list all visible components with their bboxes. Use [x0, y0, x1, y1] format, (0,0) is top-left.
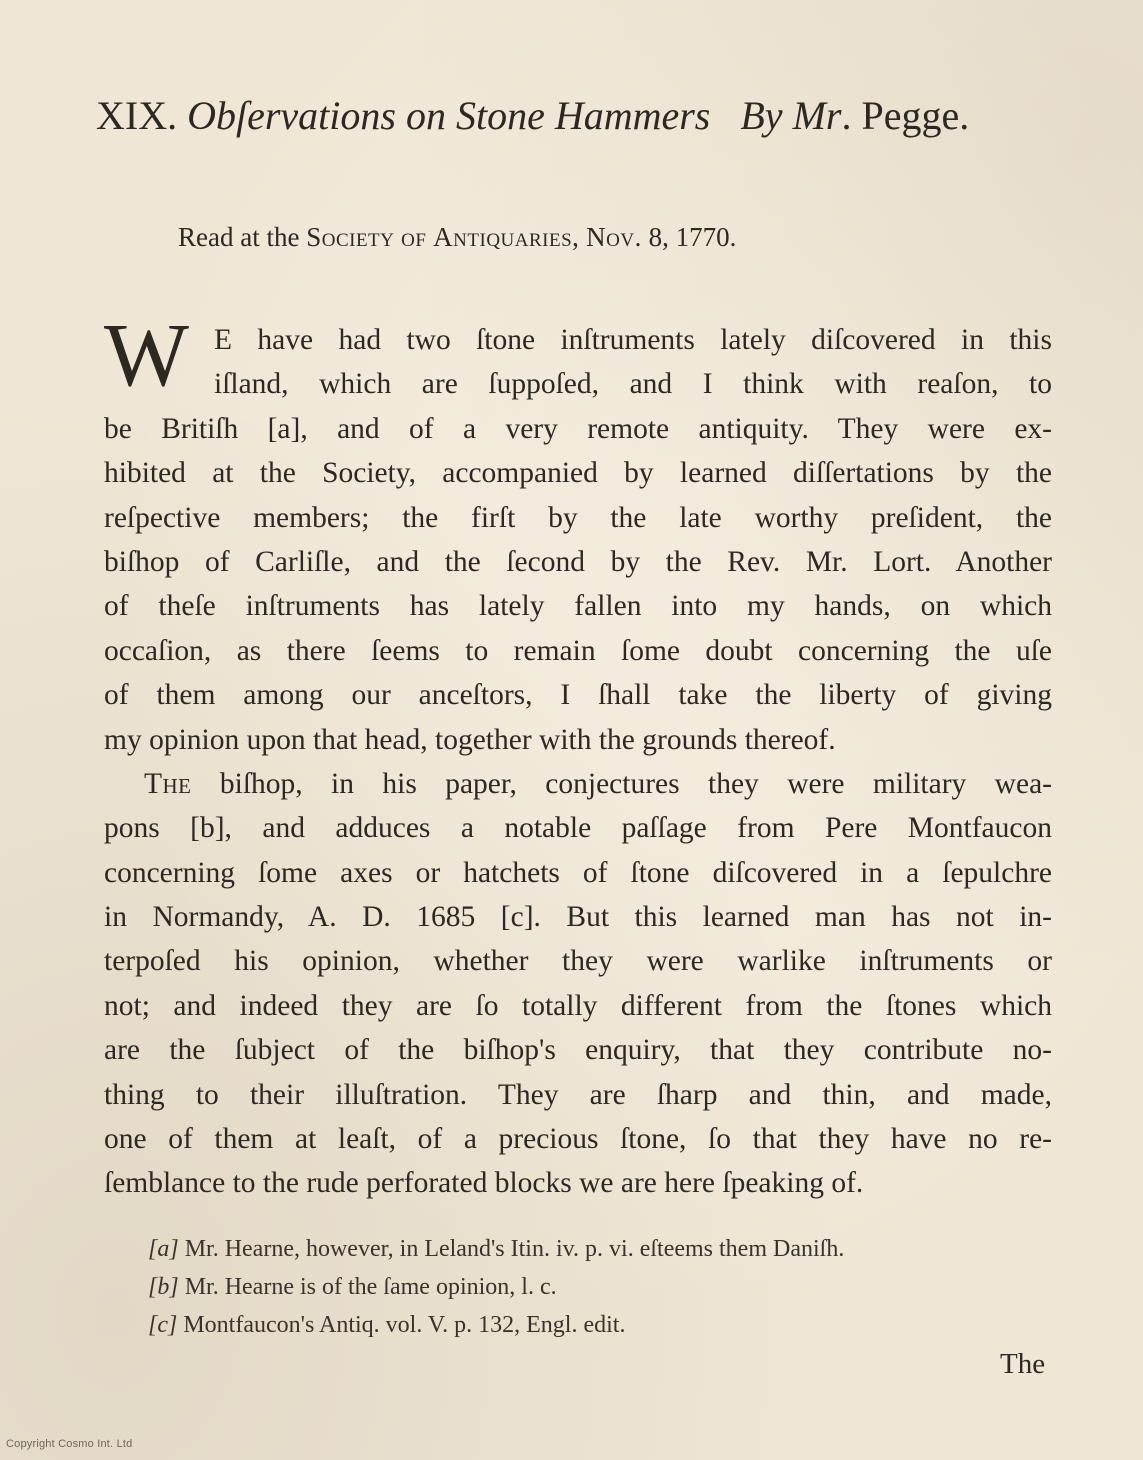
text-line: of them among our anceſtors, I ſhall take the liberty of giving: [104, 679, 1052, 712]
text-line: are the ſubject of the biſhop's enquiry, that they contribute no-: [104, 1034, 1052, 1067]
footnote-mark: [c]: [148, 1312, 178, 1338]
footnote-mark: [a]: [148, 1236, 179, 1262]
copyright-notice: Copyright Cosmo Int. Ltd: [6, 1438, 133, 1450]
subtitle-prefix: Read at the: [178, 222, 300, 252]
title-italic: Obſervations on Stone Hammers: [187, 93, 711, 138]
page-title: [96, 92, 1056, 140]
text-line: ſemblance to the rude perforated blocks we are here ſpeaking of.: [104, 1167, 864, 1200]
text-line: pons [b], and adduces a notable paſſage from Pere Montfaucon: [104, 812, 1052, 845]
footnote-mark: [b]: [148, 1274, 179, 1300]
text-line: not; and indeed they are ſo totally different from the ſtones which: [104, 989, 1052, 1022]
text-line: one of them at leaſt, of a precious ſtone, ſo that they have no re-: [104, 1123, 1052, 1156]
subtitle-date: 8, 1770.: [648, 222, 737, 252]
text-line: be Britiſh [a], and of a very remote antiquity. They were ex-: [104, 412, 1052, 445]
text-line: concerning ſome axes or hatchets of ſtone diſcovered in a ſepulchre: [104, 856, 1052, 889]
read-date-line: [178, 220, 998, 254]
footnote-c: [148, 1306, 1048, 1344]
text-line: my opinion upon that head, together with the grounds thereof.: [104, 723, 836, 756]
text-line: of theſe inſtruments has lately fallen into my hands, on which: [104, 590, 1052, 623]
text-line: terpoſed his opinion, whether they were warlike inſtruments or: [104, 945, 1052, 978]
title-number: XIX.: [96, 93, 178, 138]
footnote-b: [148, 1268, 1048, 1306]
text-line: occaſion, as there ſeems to remain ſome doubt concerning the uſe: [104, 634, 1052, 667]
subtitle-antiquaries: Antiquaries,: [433, 222, 580, 252]
paragraph-lead: The: [144, 767, 192, 800]
text-line: [104, 762, 1052, 806]
body-text: [104, 306, 1052, 1206]
text-line: biſhop of Carliſle, and the ſecond by the Rev. Mr. Lort. Another: [104, 545, 1052, 578]
footnote-text: Mr. Hearne, however, in Leland's Itin. iv. p. vi. eſteems them Daniſh.: [184, 1236, 845, 1262]
subtitle-of: of: [401, 222, 427, 252]
text-line-rest: biſhop, in his paper, conjectures they were military wea-: [191, 767, 1052, 800]
text-line: iſland, which are ſuppoſed, and I think with reaſon, to: [214, 368, 1052, 401]
footnotes: [148, 1230, 1048, 1344]
footnote-text: Mr. Hearne is of the ſame opinion, l. c.: [184, 1274, 557, 1300]
subtitle-society: Society: [306, 222, 395, 252]
title-by: By Mr: [740, 93, 842, 138]
text-line: thing to their illuſtration. They are ſharp and thin, and made,: [104, 1078, 1052, 1111]
subtitle-month: Nov.: [586, 222, 642, 252]
text-line: reſpective members; the firſt by the late worthy preſident, the: [104, 501, 1052, 534]
text-line: hibited at the Society, accompanied by learned diſſertations by the: [104, 457, 1052, 490]
title-author: . Pegge.: [841, 93, 970, 138]
catchword: The: [1000, 1348, 1046, 1380]
footnote-text: Montfaucon's Antiq. vol. V. p. 132, Engl. edit.: [183, 1312, 626, 1338]
text-line: E have had two ſtone inſtruments lately diſcovered in this: [214, 324, 1052, 356]
footnote-a: [148, 1230, 1048, 1268]
text-line: in Normandy, A. D. 1685 [c]. But this learned man has not in-: [104, 901, 1052, 934]
drop-cap: W: [104, 306, 189, 405]
